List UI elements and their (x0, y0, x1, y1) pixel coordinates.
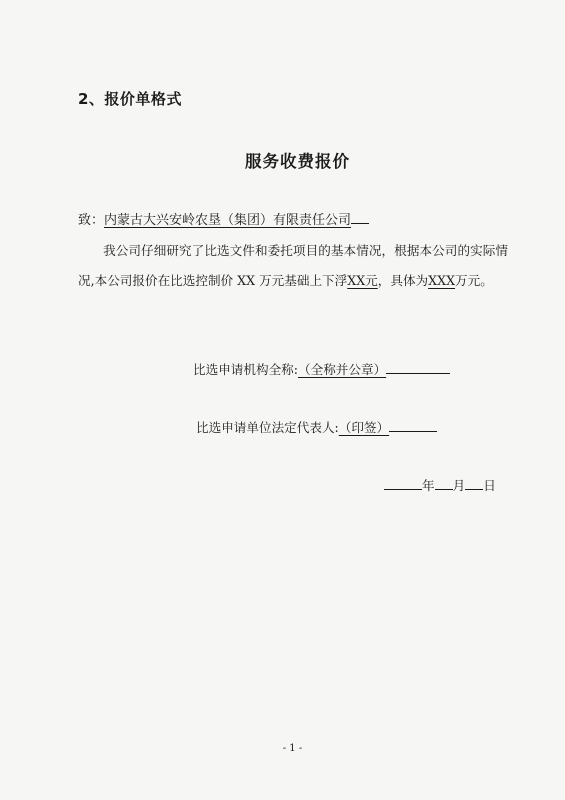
page-number: - 1 - (282, 743, 303, 754)
org-signature-line (193, 359, 450, 378)
paragraph-text-2: ，具体为 (377, 273, 429, 288)
month-blank (435, 477, 453, 490)
rep-hint: （印签） (338, 420, 390, 435)
section-heading: 2、报价单格式 (78, 90, 182, 108)
recipient-blank (351, 211, 369, 224)
paragraph-text-3: 万元。 (455, 273, 493, 288)
org-hint: （全称并公章） (298, 362, 387, 377)
date-line (384, 475, 496, 494)
recipient-name: 内蒙古大兴安岭农垦（集团）有限责任公司 (104, 213, 352, 228)
page-title: 服务收费报价 (245, 152, 350, 171)
month-label: 月 (452, 478, 466, 493)
org-label: 比选申请机构全称: (193, 362, 298, 377)
org-blank (386, 361, 450, 374)
rep-blank (389, 419, 437, 432)
rep-signature-line (196, 417, 437, 436)
recipient-prefix: 致： (78, 213, 105, 228)
float-value: XX元 (347, 273, 378, 288)
recipient-line (78, 209, 369, 228)
year-label: 年 (422, 478, 435, 493)
day-blank (465, 477, 483, 490)
quote-amount: XXX (428, 273, 456, 288)
paragraph-text-1: 我公司仔细研究了比选文件和委托项目的基本情况，根据本公司的实际情况,本公司报价在比选控制价 XX 万元基础上下浮 (78, 243, 508, 288)
day-label: 日 (483, 478, 496, 493)
rep-label: 比选申请单位法定代表人: (196, 420, 339, 435)
quote-paragraph (78, 236, 508, 296)
year-blank (384, 477, 422, 490)
